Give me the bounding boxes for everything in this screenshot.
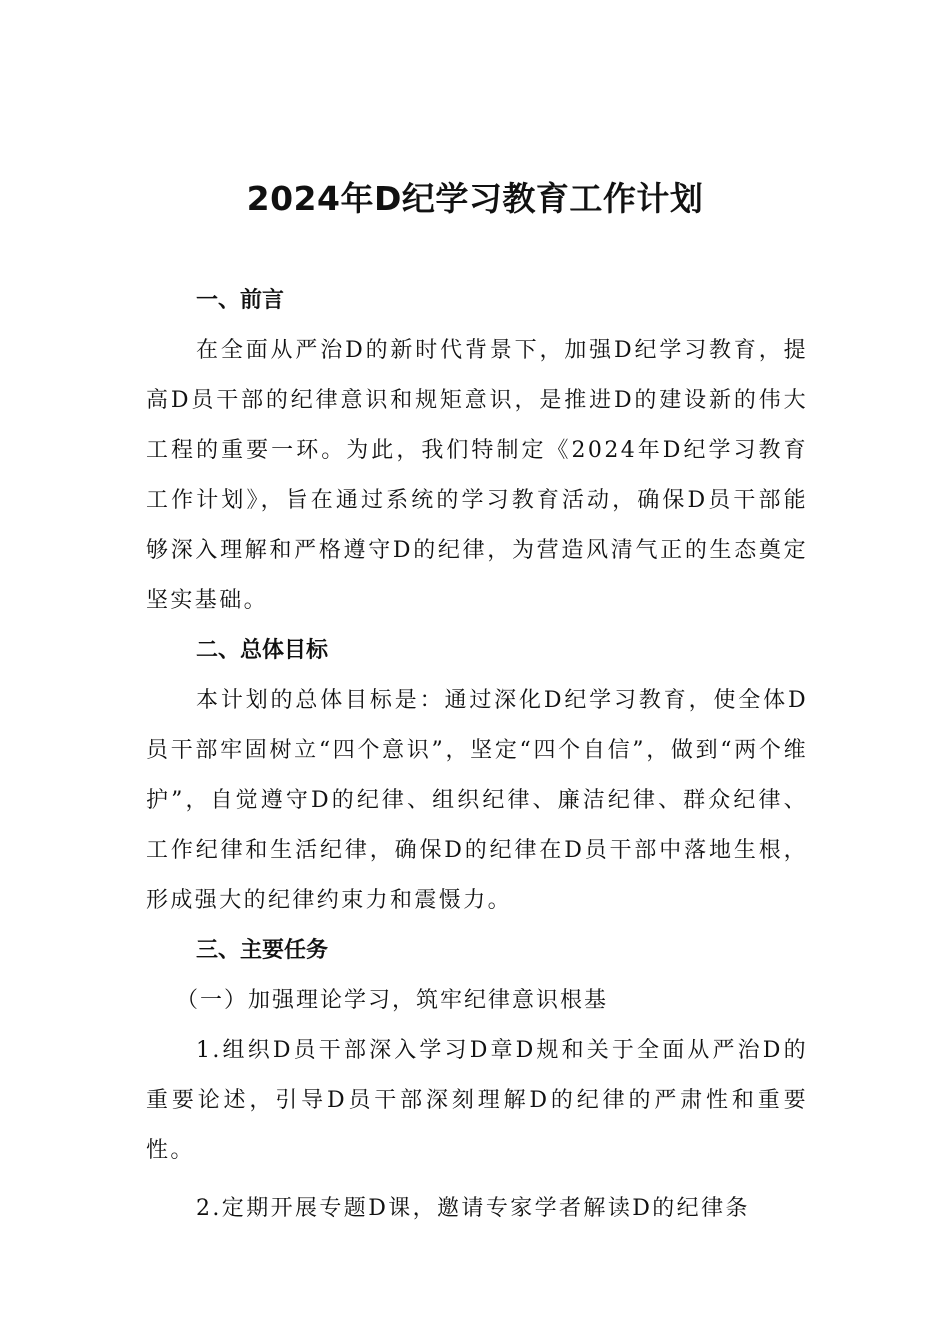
document-body bbox=[146, 276, 808, 1234]
section-subheading-theory: （一）加强理论学习，筑牢纪律意识根基 bbox=[176, 988, 609, 1013]
section-heading-goals: 二、总体目标 bbox=[196, 638, 329, 663]
section-paragraph-preface: 在全面从严治D的新时代背景下，加强D纪学习教育，提高D员干部的纪律意识和规矩意识，是推进D的建设新的伟大工程的重要一环。为此，我们特制定《2024年D纪学习教育工作计划》，旨在通过系统的学习教育活动，确保D员干部能够深入理解和严格遵守D的纪律，为营造风清气正的生态奠定坚实基础。 bbox=[146, 338, 808, 613]
task-item-2: 2.定期开展专题D课，邀请专家学者解读D的纪律条 bbox=[196, 1196, 750, 1221]
section-heading-tasks: 三、主要任务 bbox=[196, 938, 329, 963]
section-paragraph-goals: 本计划的总体目标是：通过深化D纪学习教育，使全体D员干部牢固树立“四个意识”，坚定“四个自信”，做到“两个维护”，自觉遵守D的纪律、组织纪律、廉洁纪律、群众纪律、工作纪律和生活纪律，确保D的纪律在D员干部中落地生根，形成强大的纪律约束力和震慑力。 bbox=[146, 688, 808, 913]
section-heading-preface: 一、前言 bbox=[196, 288, 285, 313]
document-title: 2024年D纪学习教育工作计划 bbox=[246, 179, 704, 218]
task-item-1: 1.组织D员干部深入学习D章D规和关于全面从严治D的重要论述，引导D员干部深刻理解D的纪律的严肃性和重要性。 bbox=[146, 1038, 808, 1163]
